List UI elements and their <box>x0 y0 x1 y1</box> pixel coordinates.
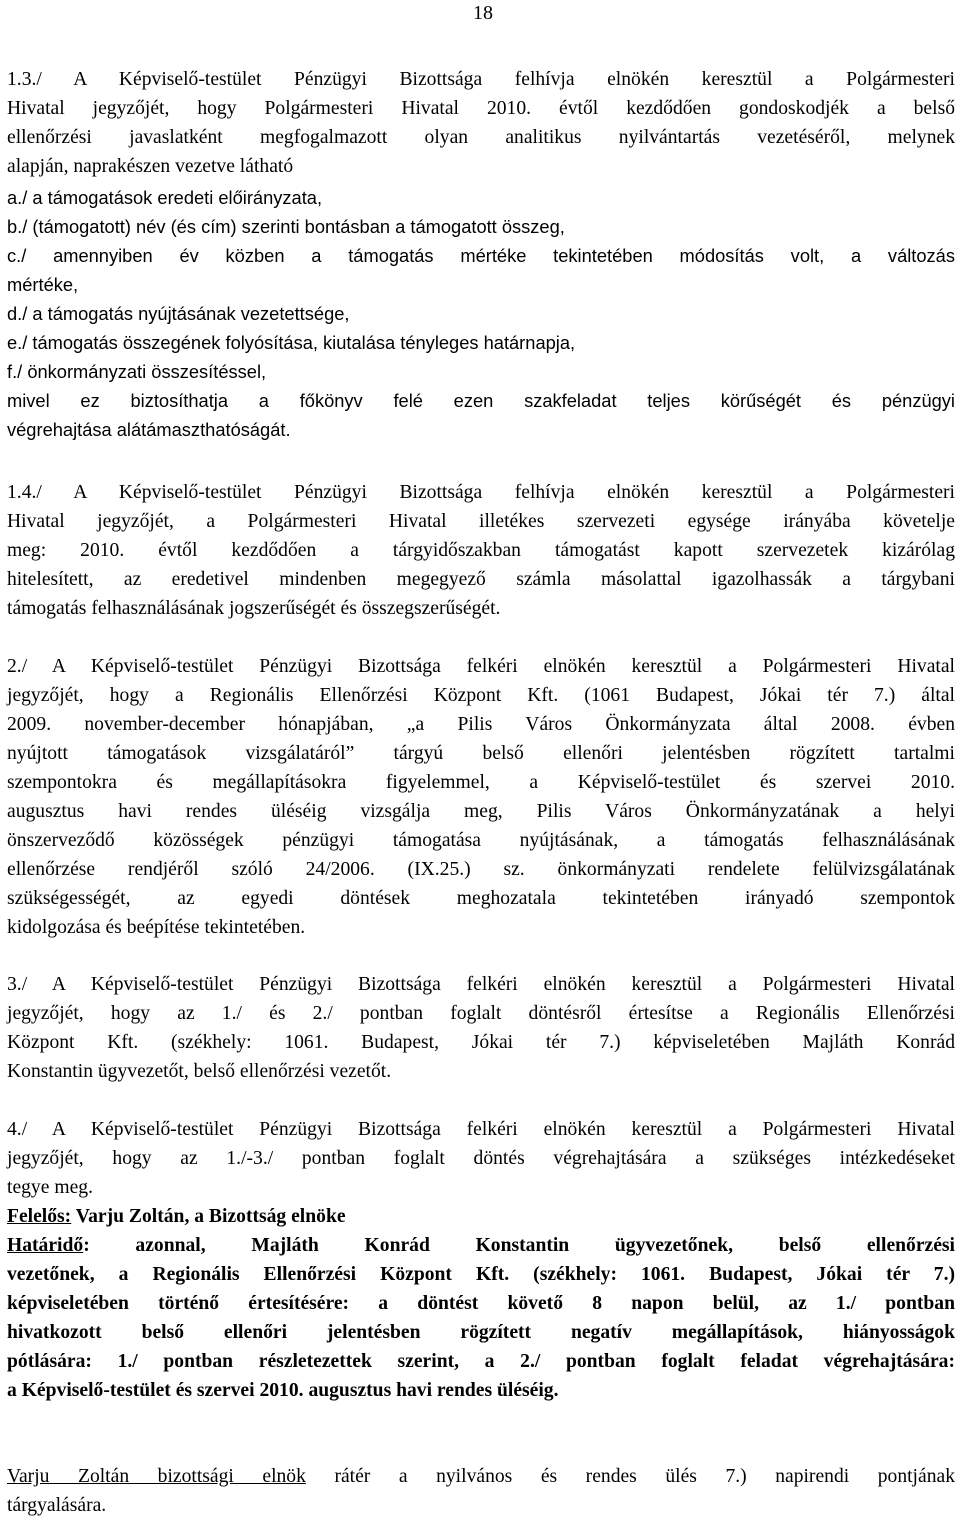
section-1-4-line: meg: 2010. évtől kezdődően a tárgyidőszakban támogatást kapott szervezetek kizárólag <box>7 540 955 561</box>
section-1-4-line: hitelesített, az eredetivel mindenben megegyező számla másolattal igazolhassák a tárgybani <box>7 569 955 590</box>
section-1-4-line: 1.4./ A Képviselő-testület Pénzügyi Bizottsága felhívja elnökén keresztül a Polgármesteri <box>7 482 955 503</box>
speaker-name: Varju Zoltán bizottsági elnök <box>7 1466 306 1487</box>
deadline-line: pótlására: 1./ pontban részletezettek szerint, a 2./ pontban foglalt feladat végrehajtására: <box>7 1351 955 1372</box>
section-2-line: 2./ A Képviselő-testület Pénzügyi Bizottsága felkéri elnökén keresztül a Polgármesteri Hivatal <box>7 656 955 677</box>
section-2-line: ellenőrzése rendjéről szóló 24/2006. (IX.25.) sz. önkormányzati rendelete felülvizsgálatának <box>7 859 955 880</box>
list-item-f: f./ önkormányzati összesítéssel, <box>7 361 267 382</box>
section-1-3-list <box>7 183 955 444</box>
deadline-text: : azonnal, Majláth Konrád Konstantin ügyvezetőnek, belső ellenőrzési <box>83 1235 955 1256</box>
section-4-line: tegye meg. <box>7 1177 93 1198</box>
list-item-c-cont: mértéke, <box>7 274 79 295</box>
section-2-line: önszerveződő közösségek pénzügyi támogatása nyújtásának, a támogatás felhasználásának <box>7 830 955 851</box>
page-number: 18 <box>473 2 493 24</box>
deadline-line: vezetőnek, a Regionális Ellenőrzési Központ Kft. (székhely: 1061. Budapest, Jókai tér 7.) <box>7 1264 955 1285</box>
section-2-line: augusztus havi rendes üléséig vizsgálja meg, Pilis Város Önkormányzatának a helyi <box>7 801 955 822</box>
section-4-line: jegyzőjét, hogy az 1./-3./ pontban foglalt döntés végrehajtására a szükséges intézkedéseket <box>7 1148 955 1169</box>
section-2-line: szempontokra és megállapításokra figyelemmel, a Képviselő-testület és szervei 2010. <box>7 772 955 793</box>
section-1-4-line: Hivatal jegyzőjét, a Polgármesteri Hivatal illetékes szervezeti egysége irányába követelje <box>7 511 955 532</box>
list-item-a: a./ a támogatások eredeti előirányzata, <box>7 187 323 208</box>
section-1-4-line: támogatás felhasználásának jogszerűségét és összegszerűségét. <box>7 598 501 619</box>
section-1-3-line: ellenőrzési javaslatként megfogalmazott olyan analitikus nyilvántartás vezetéséről, melynek <box>7 127 955 148</box>
section-4-line: 4./ A Képviselő-testület Pénzügyi Bizottsága felkéri elnökén keresztül a Polgármesteri Hivatal <box>7 1119 955 1140</box>
responsible-value: Varju Zoltán, a Bizottság elnöke <box>71 1206 346 1227</box>
list-item-c: c./ amennyiben év közben a támogatás mértéke tekintetében módosítás volt, a változás <box>7 245 955 266</box>
responsible-label: Felelős: <box>7 1206 72 1227</box>
section-2-line: szükségességét, az egyedi döntések meghozatala tekintetében irányadó szempontok <box>7 888 955 909</box>
responsible-line <box>7 1202 955 1231</box>
section-1-3-closing: végrehajtása alátámaszthatóságát. <box>7 419 291 440</box>
section-3-line: Központ Kft. (székhely: 1061. Budapest, Jókai tér 7.) képviseletében Majláth Konrád <box>7 1032 955 1053</box>
deadline-label: Határidő <box>7 1235 84 1256</box>
deadline-line: hivatkozott belső ellenőri jelentésben rögzített negatív megállapítások, hiányosságok <box>7 1322 955 1343</box>
section-2-line: jegyzőjét, hogy a Regionális Ellenőrzési Központ Kft. (1061 Budapest, Jókai tér 7.) által <box>7 685 955 706</box>
section-2-line: kidolgozása és beépítése tekintetében. <box>7 917 306 938</box>
section-1-3 <box>7 65 955 181</box>
section-2 <box>7 652 955 942</box>
list-item-e: e./ támogatás összegének folyósítása, kiutalása tényleges határnapja, <box>7 332 576 353</box>
section-1-3-closing: mivel ez biztosíthatja a főkönyv felé ezen szakfeladat teljes körűségét és pénzügyi <box>7 390 955 411</box>
closing-paragraph <box>7 1462 955 1520</box>
section-2-line: 2009. november-december hónapjában, „a Pilis Város Önkormányzata által 2008. évben <box>7 714 955 735</box>
deadline-line: képviseletében történő értesítésére: a döntést követő 8 napon belül, az 1./ pontban <box>7 1293 955 1314</box>
list-item-b: b./ (támogatott) név (és cím) szerinti bontásban a támogatott összeg, <box>7 216 565 237</box>
section-1-3-line: alapján, naprakészen vezetve látható <box>7 156 294 177</box>
section-1-3-line: Hivatal jegyzőjét, hogy Polgármesteri Hivatal 2010. évtől kezdődően gondoskodjék a belső <box>7 98 955 119</box>
section-3-line: 3./ A Képviselő-testület Pénzügyi Bizottsága felkéri elnökén keresztül a Polgármesteri Hivatal <box>7 974 955 995</box>
deadline-line: a Képviselő-testület és szervei 2010. augusztus havi rendes üléséig. <box>7 1380 559 1401</box>
section-2-line: nyújtott támogatások vizsgálatáról” tárgyú belső ellenőri jelentésben rögzített tartalmi <box>7 743 955 764</box>
list-item-d: d./ a támogatás nyújtásának vezetettsége, <box>7 303 350 324</box>
closing-line: tárgyalására. <box>7 1495 107 1516</box>
section-3-line: Konstantin ügyvezetőt, belső ellenőrzési vezetőt. <box>7 1061 392 1082</box>
section-3 <box>7 970 955 1086</box>
section-3-line: jegyzőjét, hogy az 1./ és 2./ pontban foglalt döntésről értesítse a Regionális Ellenőrzési <box>7 1003 955 1024</box>
section-1-4 <box>7 478 955 623</box>
closing-text: rátér a nyilvános és rendes ülés 7.) napirendi pontjának <box>305 1466 955 1487</box>
closing-line <box>7 1462 955 1491</box>
deadline-line <box>7 1231 955 1260</box>
section-1-3-line: 1.3./ A Képviselő-testület Pénzügyi Bizottsága felhívja elnökén keresztül a Polgármesteri <box>7 69 955 90</box>
section-4 <box>7 1115 955 1405</box>
